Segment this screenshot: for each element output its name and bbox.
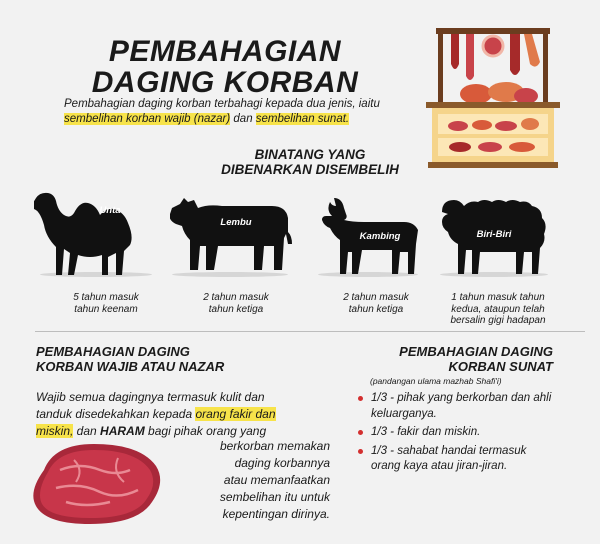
age-kambing-line-1: 2 tahun masuk — [343, 292, 409, 303]
animal-label-lembu: Lembu — [220, 217, 252, 228]
wajib-rest-line-2: daging korbannya — [234, 456, 330, 470]
age-unta — [48, 292, 164, 315]
animals-heading-line-2: DIBENARKAN DISEMBELIH — [221, 162, 399, 177]
age-lembu-line-2: tahun ketiga — [208, 303, 264, 315]
sunat-item-2: 1/3 - fakir dan miskin. — [371, 426, 481, 438]
camel-icon — [34, 184, 154, 276]
age-biri-biri-line-3: bersalin gigi hadapan — [450, 315, 546, 326]
age-lembu — [178, 292, 294, 315]
animal-label-kambing: Kambing — [359, 231, 401, 242]
bullet-icon — [358, 430, 363, 435]
wajib-body-continued — [166, 438, 330, 523]
sunat-heading — [360, 345, 553, 374]
intro-part-1: Pembahagian daging korban terbahagi kepada dua jenis, iaitu — [64, 98, 380, 110]
age-unta-line-2: tahun keenam — [74, 303, 138, 315]
wajib-rest-line-5: kepentingan dirinya. — [222, 507, 330, 521]
animal-label-biri-biri: Biri-Biri — [476, 229, 512, 240]
title-line-1: PEMBAHAGIAN — [108, 35, 342, 68]
intro-highlight-wajib: sembelihan korban wajib (nazar) — [64, 113, 231, 125]
age-biri-biri-line-2: kedua, ataupun telah — [451, 303, 545, 315]
sunat-list — [358, 391, 558, 478]
intro-text — [64, 97, 424, 127]
section-divider — [35, 331, 585, 332]
animal-label-unta: Unta — [99, 205, 121, 216]
cow-icon — [170, 196, 296, 276]
list-item — [358, 391, 558, 422]
meat-stall-icon — [418, 26, 568, 176]
wajib-heading — [36, 345, 336, 374]
wajib-rest-line-4: sembelihan itu untuk — [219, 490, 330, 504]
age-lembu-line-1: 2 tahun masuk — [203, 292, 269, 303]
wajib-line-3-text-b: bagi pihak orang yang — [144, 424, 267, 438]
title-line-2: DAGING KORBAN — [91, 66, 359, 99]
list-item — [358, 444, 558, 475]
sunat-item-3: 1/3 - sahabat handai termasuk orang kaya atau jiran-jiran. — [371, 444, 527, 472]
wajib-line-1: Wajib semua dagingnya termasuk kulit dan — [36, 390, 265, 404]
animals-heading-line-1: BINATANG YANG — [254, 147, 366, 162]
list-item — [358, 425, 558, 441]
sunat-note: (pandangan ulama mazhab Shafi'i) — [370, 376, 502, 386]
meat-steak-icon — [30, 440, 170, 528]
animals-heading — [200, 147, 420, 177]
bullet-icon — [358, 396, 363, 401]
wajib-rest-line-1: berkorban memakan — [219, 439, 330, 453]
sunat-item-1: 1/3 - pihak yang berkorban dan ahli keluarganya. — [371, 392, 552, 420]
wajib-highlight-2: miskin, — [36, 424, 74, 438]
wajib-body — [36, 389, 336, 440]
wajib-line-2-text: tanduk disedekahkan kepada — [36, 407, 196, 421]
intro-highlight-sunat: sembelihan sunat. — [255, 113, 350, 125]
wajib-line-3-text-a: dan — [73, 424, 101, 438]
age-unta-line-1: 5 tahun masuk — [73, 292, 139, 303]
wajib-rest-line-3: atau memanfaatkan — [223, 473, 330, 487]
wajib-highlight-1: orang fakir dan — [195, 407, 276, 421]
age-kambing — [318, 292, 434, 315]
sunat-heading-line-1: PEMBAHAGIAN DAGING — [399, 344, 553, 359]
age-biri-biri-line-1: 1 tahun masuk tahun — [451, 292, 545, 303]
wajib-haram: HARAM — [100, 424, 145, 438]
wajib-heading-line-1: PEMBAHAGIAN DAGING — [36, 344, 190, 359]
age-kambing-line-2: tahun ketiga — [348, 303, 404, 315]
sunat-heading-line-2: KORBAN SUNAT — [448, 358, 553, 374]
age-biri-biri — [436, 292, 560, 327]
bullet-icon — [358, 449, 363, 454]
intro-part-2: dan — [230, 113, 256, 125]
wajib-heading-line-2: KORBAN WAJIB ATAU NAZAR — [36, 358, 225, 374]
page-title — [60, 36, 390, 98]
wajib-line-2 — [36, 406, 336, 423]
